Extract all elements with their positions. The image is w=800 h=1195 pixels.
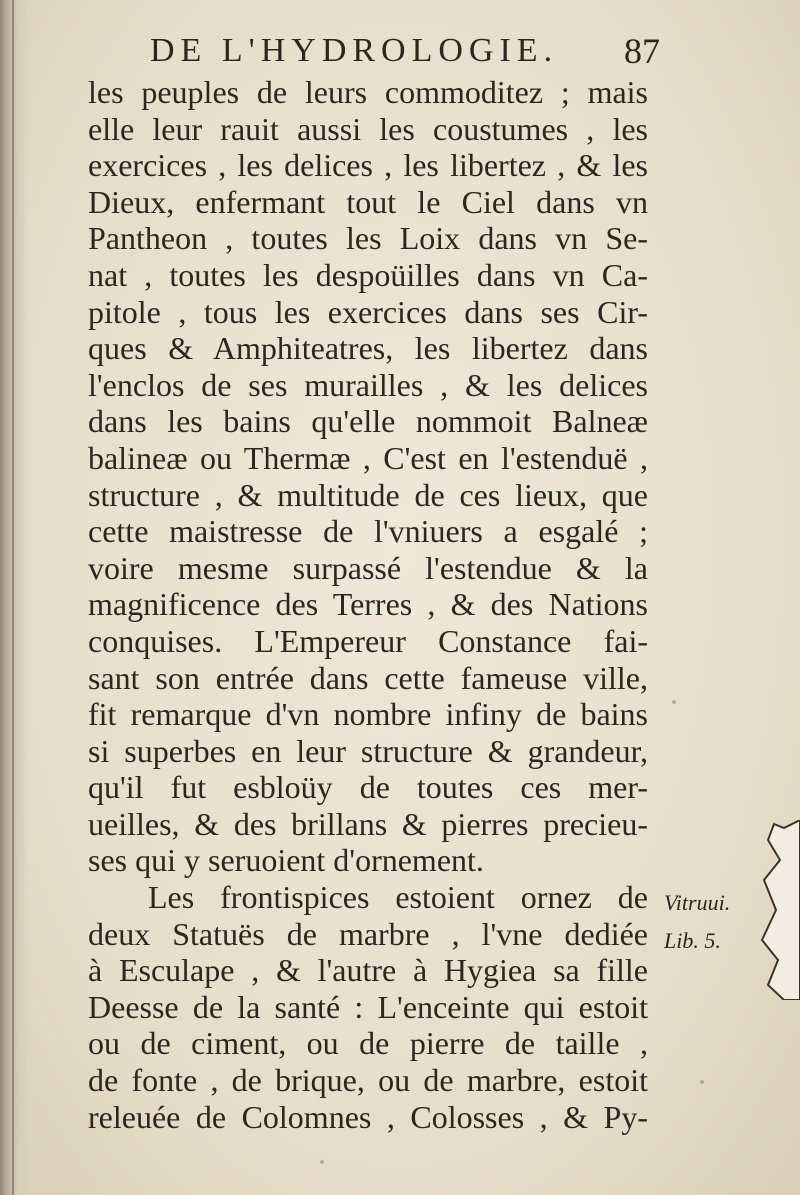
text-line: Dieux, enfermant tout le Ciel dans vn <box>88 183 648 220</box>
text-line: Pantheon , toutes les Loix dans vn Se- <box>88 220 648 257</box>
text-line: qu'il fut esbloüy de toutes ces mer- <box>88 769 648 806</box>
text-line: voire mesme surpassé l'estendue & la <box>88 549 648 586</box>
book-spine-shadow <box>0 0 30 1195</box>
text-line: fit remarque d'vn nombre infiny de bains <box>88 696 648 733</box>
text-line: conquises. L'Empereur Constance fai- <box>88 622 648 659</box>
margin-note-author: Vitruui. <box>664 890 731 915</box>
text-line: balineæ ou Thermæ , C'est en l'estenduë , <box>88 439 648 476</box>
text-line: les peuples de leurs commoditez ; mais <box>88 74 648 110</box>
text-line: l'enclos de ses murailles , & les delices <box>88 366 648 403</box>
text-line: magnificence des Terres , & des Nations <box>88 586 648 623</box>
text-line: releuée de Colomnes , Colosses , & Py- <box>88 1098 648 1135</box>
text-line: exercices , les delices , les libertez , & les <box>88 147 648 184</box>
text-line: deux Statuës de marbre , l'vne dediée <box>88 915 648 952</box>
text-line: elle leur rauit aussi les coustumes , les <box>88 110 648 147</box>
text-line: Les frontispices estoient ornez de <box>148 879 648 916</box>
text-line: dans les bains qu'elle nommoit Balneæ <box>88 403 648 440</box>
spine-edge-line <box>12 0 14 1195</box>
text-line: nat , toutes les despoüilles dans vn Ca- <box>88 256 648 293</box>
text-line: pitole , tous les exercices dans ses Cir- <box>88 293 648 330</box>
text-line: ueilles, & des brillans & pierres precieu- <box>88 805 648 842</box>
text-line: ques & Amphiteatres, les libertez dans <box>88 330 648 367</box>
text-line: de fonte , de brique, ou de marbre, estoit <box>88 1062 648 1099</box>
paper-speck <box>700 1080 704 1084</box>
text-line: structure , & multitude de ces lieux, que <box>88 476 648 513</box>
text-line: cette maistresse de l'vniuers a esgalé ; <box>88 513 648 550</box>
text-line: à Esculape , & l'autre à Hygiea sa fille <box>88 952 648 989</box>
paper-speck <box>320 1160 324 1164</box>
text-line: si superbes en leur structure & grandeur, <box>88 732 648 769</box>
text-line: Deesse de la santé : L'enceinte qui estoit <box>88 988 648 1025</box>
page-number: 87 <box>624 31 660 71</box>
paper-speck <box>672 700 676 704</box>
torn-page-edge <box>754 820 800 1000</box>
body-text <box>88 74 648 1135</box>
running-title: DE L'HYDROLOGIE. <box>150 32 559 69</box>
page-header <box>150 30 660 80</box>
margin-note-book: Lib. 5. <box>664 928 721 953</box>
text-line: sant son entrée dans cette fameuse ville, <box>88 659 648 696</box>
text-line: ou de ciment, ou de pierre de taille , <box>88 1025 648 1062</box>
margin-note <box>664 884 754 960</box>
text-line: ses qui y seruoient d'ornement. <box>88 842 484 879</box>
